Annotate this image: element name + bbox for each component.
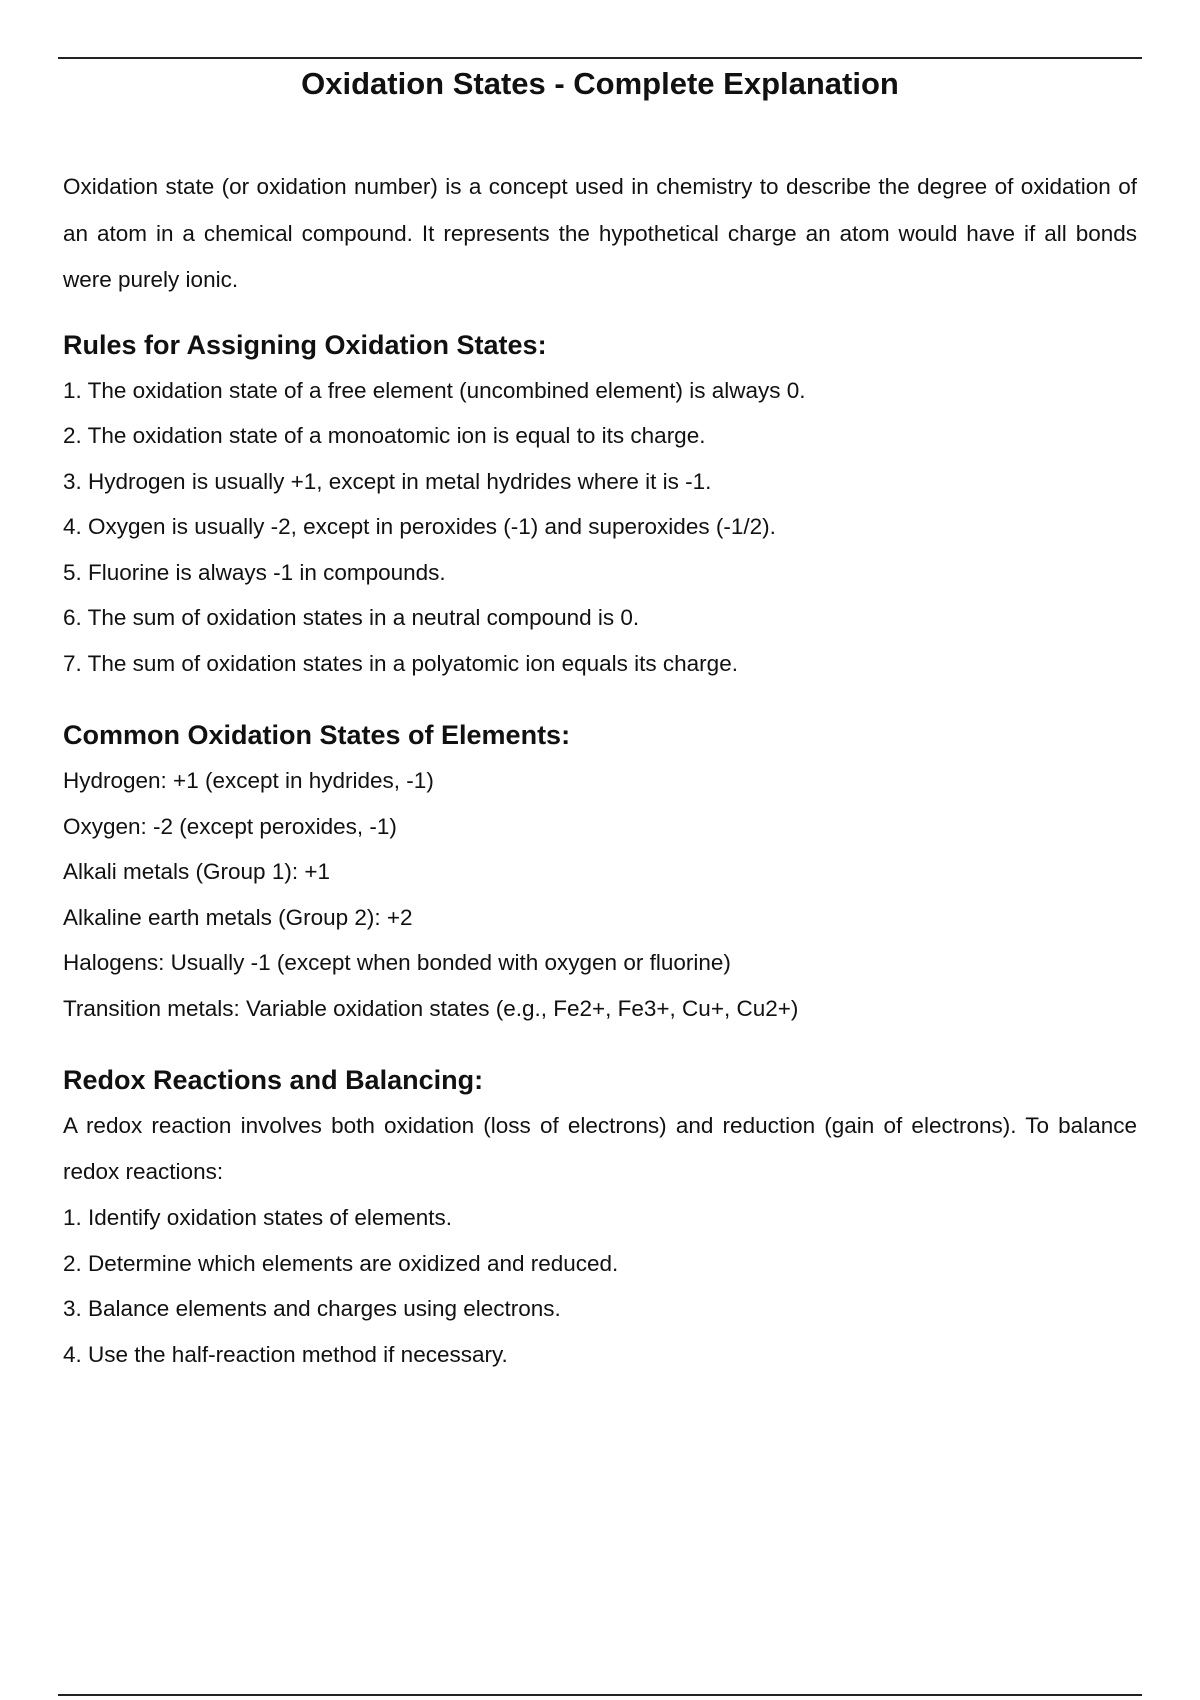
list-item: 3. Balance elements and charges using electrons. xyxy=(63,1296,561,1321)
list-item: Transition metals: Variable oxidation states (e.g., Fe2+, Fe3+, Cu+, Cu2+) xyxy=(63,995,799,1021)
page-title: Oxidation States - Complete Explanation xyxy=(301,66,899,101)
intro-paragraph: Oxidation state (or oxidation number) is a concept used in chemistry to describe the degree of oxidation of an atom in a chemical compound. It represents the hypothetical charge an atom would have if all bonds were purely ionic. xyxy=(63,174,1137,292)
redox-heading: Redox Reactions and Balancing: xyxy=(63,1065,484,1095)
list-item: Hydrogen: +1 (except in hydrides, -1) xyxy=(63,768,434,793)
list-item: 1. Identify oxidation states of elements. xyxy=(63,1205,452,1230)
list-item: 3. Hydrogen is usually +1, except in metal hydrides where it is -1. xyxy=(63,468,712,494)
list-item: Alkali metals (Group 1): +1 xyxy=(63,859,330,884)
list-item: Oxygen: -2 (except peroxides, -1) xyxy=(63,813,397,839)
list-item: 1. The oxidation state of a free element (uncombined element) is always 0. xyxy=(63,377,806,403)
common-states-list xyxy=(63,758,1137,1031)
list-item: 2. The oxidation state of a monoatomic ion is equal to its charge. xyxy=(63,423,706,448)
list-item: Alkaline earth metals (Group 2): +2 xyxy=(63,904,413,930)
rules-list xyxy=(63,368,1137,687)
bottom-rule xyxy=(58,1694,1142,1696)
list-item: 5. Fluorine is always -1 in compounds. xyxy=(63,559,446,585)
list-item: 2. Determine which elements are oxidized and reduced. xyxy=(63,1250,619,1276)
common-states-heading: Common Oxidation States of Elements: xyxy=(63,720,571,750)
list-item: 6. The sum of oxidation states in a neutral compound is 0. xyxy=(63,605,640,630)
redox-steps-list xyxy=(63,1195,1137,1377)
list-item: 4. Use the half-reaction method if necessary. xyxy=(63,1341,508,1367)
document-body xyxy=(63,62,1137,1377)
list-item: 4. Oxygen is usually -2, except in peroxides (-1) and superoxides (-1/2). xyxy=(63,514,776,539)
redox-paragraph: A redox reaction involves both oxidation (loss of electrons) and reduction (gain of electrons). To balance redox reactions: xyxy=(63,1113,1137,1184)
list-item: Halogens: Usually -1 (except when bonded with oxygen or fluorine) xyxy=(63,950,731,975)
rules-heading: Rules for Assigning Oxidation States: xyxy=(63,329,547,360)
top-rule xyxy=(58,57,1142,59)
list-item: 7. The sum of oxidation states in a polyatomic ion equals its charge. xyxy=(63,650,738,676)
